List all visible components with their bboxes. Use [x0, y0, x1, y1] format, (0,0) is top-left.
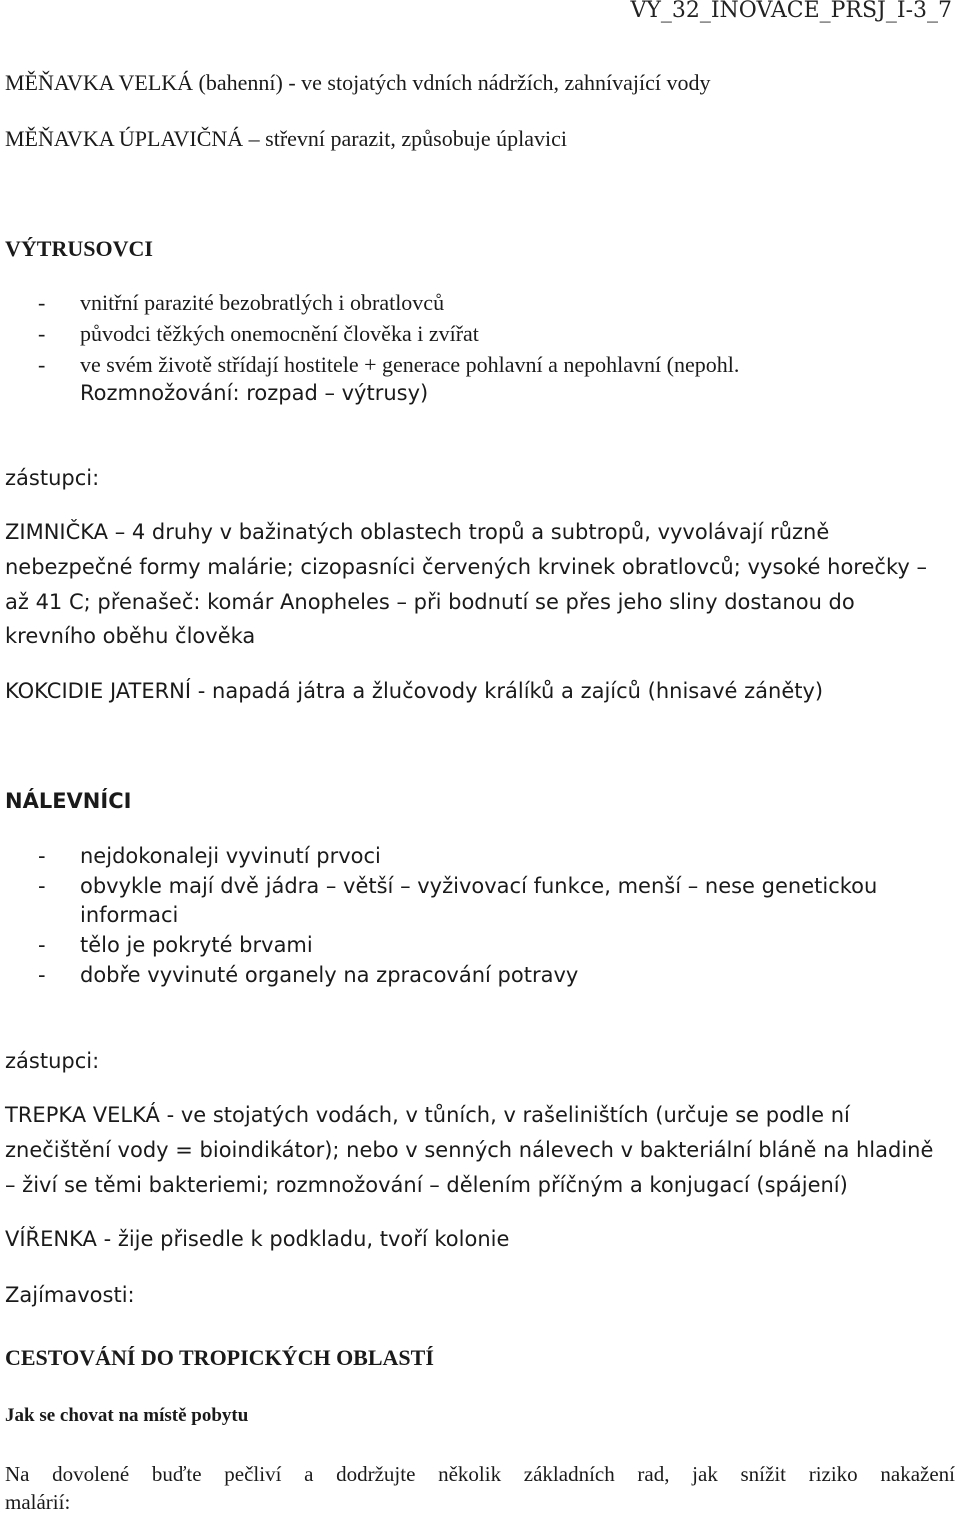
list-item: - dobře vyvinuté organely na zpracování potravy	[38, 963, 579, 987]
zastupci-label: zástupci:	[5, 466, 100, 490]
trepka-line: TREPKA VELKÁ - ve stojatých vodách, v tůních, v rašeliništích (určuje se podle ní	[5, 1103, 850, 1127]
list-item-continuation: informaci	[80, 903, 179, 927]
vytrusovci-heading: VÝTRUSOVCI	[5, 236, 153, 261]
zajimavosti-label: Zajímavosti:	[5, 1283, 135, 1307]
trepka-line: znečištění vody = bioindikátor); nebo v senných nálevech v bakteriální bláně na hladině	[5, 1138, 934, 1162]
list-item: - obvykle mají dvě jádra – větší – vyživovací funkce, menší – nese genetickou	[38, 874, 878, 898]
list-item: - vnitřní parazité bezobratlých i obratlovců	[38, 290, 445, 315]
nalevnici-heading: NÁLEVNÍCI	[5, 789, 132, 813]
article-title: CESTOVÁNÍ DO TROPICKÝCH OBLASTÍ	[5, 1345, 434, 1370]
trepka-line: – živí se těmi bakteriemi; rozmnožování – dělením příčným a konjugací (spájení)	[5, 1173, 848, 1197]
document-code: VY_32_INOVACE_PRSJ_I-3_7	[630, 0, 952, 23]
list-item: - ve svém životě střídají hostitele + generace pohlavní a nepohlavní (nepohl.	[38, 352, 740, 377]
zimnicka-line: ZIMNIČKA – 4 druhy v bažinatých oblastech tropů a subtropů, vyvolávají různě	[5, 520, 830, 544]
list-item: - nejdokonaleji vyvinutí prvoci	[38, 844, 381, 868]
paragraph-line: Na dovolené buďte pečliví a dodržujte několik základních rad, jak snížit riziko nakažení	[5, 1462, 955, 1486]
kokcidie-line: KOKCIDIE JATERNÍ - napadá játra a žlučovody králíků a zajíců (hnisavé záněty)	[5, 679, 824, 703]
list-item-continuation: Rozmnožování: rozpad – výtrusy)	[80, 381, 429, 405]
zimnicka-line: nebezpečné formy malárie; cizopasníci červených krvinek obratlovců; vysoké horečky –	[5, 555, 927, 579]
zimnicka-line: až 41 C; přenašeč: komár Anopheles – při bodnutí se přes jeho sliny dostanou do	[5, 590, 855, 614]
paragraph-line: malárií:	[5, 1490, 71, 1514]
zimnicka-line: krevního oběhu člověka	[5, 624, 256, 648]
virenka-line: VÍŘENKA - žije přisedle k podkladu, tvoří kolonie	[5, 1227, 510, 1251]
article-paragraph	[5, 1462, 955, 1487]
meniavka-uplavicna-line: MĚŇAVKA ÚPLAVIČNÁ – střevní parazit, způsobuje úplavici	[5, 126, 567, 151]
meniavka-velka-line: MĚŇAVKA VELKÁ (bahenní) - ve stojatých vdních nádržích, zahnívající vody	[5, 70, 711, 95]
list-item: - tělo je pokryté brvami	[38, 933, 313, 957]
article-subtitle: Jak se chovat na místě pobytu	[5, 1405, 249, 1426]
zastupci-label: zástupci:	[5, 1049, 100, 1073]
list-item: - původci těžkých onemocnění člověka i zvířat	[38, 321, 479, 346]
